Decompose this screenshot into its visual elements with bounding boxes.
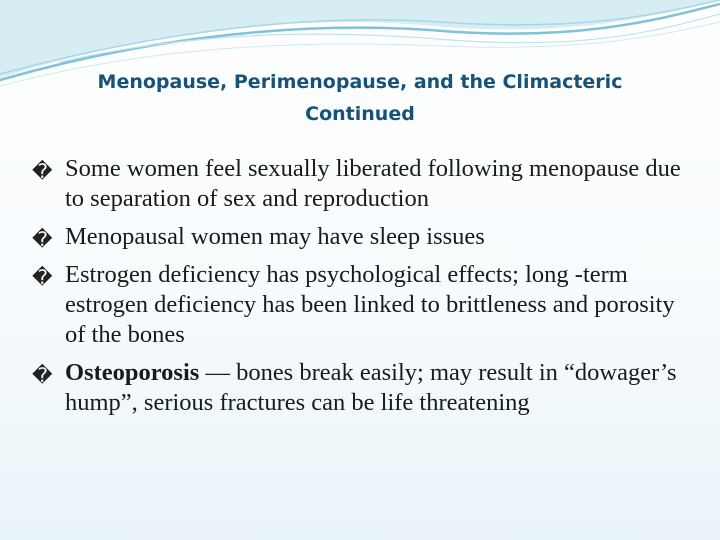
bullet-marker-icon: � xyxy=(32,227,53,251)
bullet-marker-icon: � xyxy=(32,363,53,387)
bullet-text: Estrogen deficiency has psychological effects; long -term estrogen deficiency has been linked to brittleness and porosity of the bones xyxy=(65,261,675,348)
bullet-marker-icon: � xyxy=(32,159,53,183)
bullet-text: Some women feel sexually liberated following menopause due to separation of sex and reproduction xyxy=(65,155,681,212)
slide-title xyxy=(40,66,680,130)
title-line-2: Continued xyxy=(305,103,415,125)
bullet-list xyxy=(30,154,700,426)
bullet-item xyxy=(30,358,700,418)
bullet-text: — bones break easily; may result in “dowager’s hump”, serious fractures can be life threatening xyxy=(65,359,677,416)
bullet-item xyxy=(30,222,700,252)
bullet-item xyxy=(30,260,700,350)
bullet-term: Osteoporosis xyxy=(65,359,200,386)
title-line-1: Menopause, Perimenopause, and the Climacteric xyxy=(97,71,623,93)
bullet-item xyxy=(30,154,700,214)
bullet-text: Menopausal women may have sleep issues xyxy=(65,223,485,250)
bullet-marker-icon: � xyxy=(32,265,53,289)
